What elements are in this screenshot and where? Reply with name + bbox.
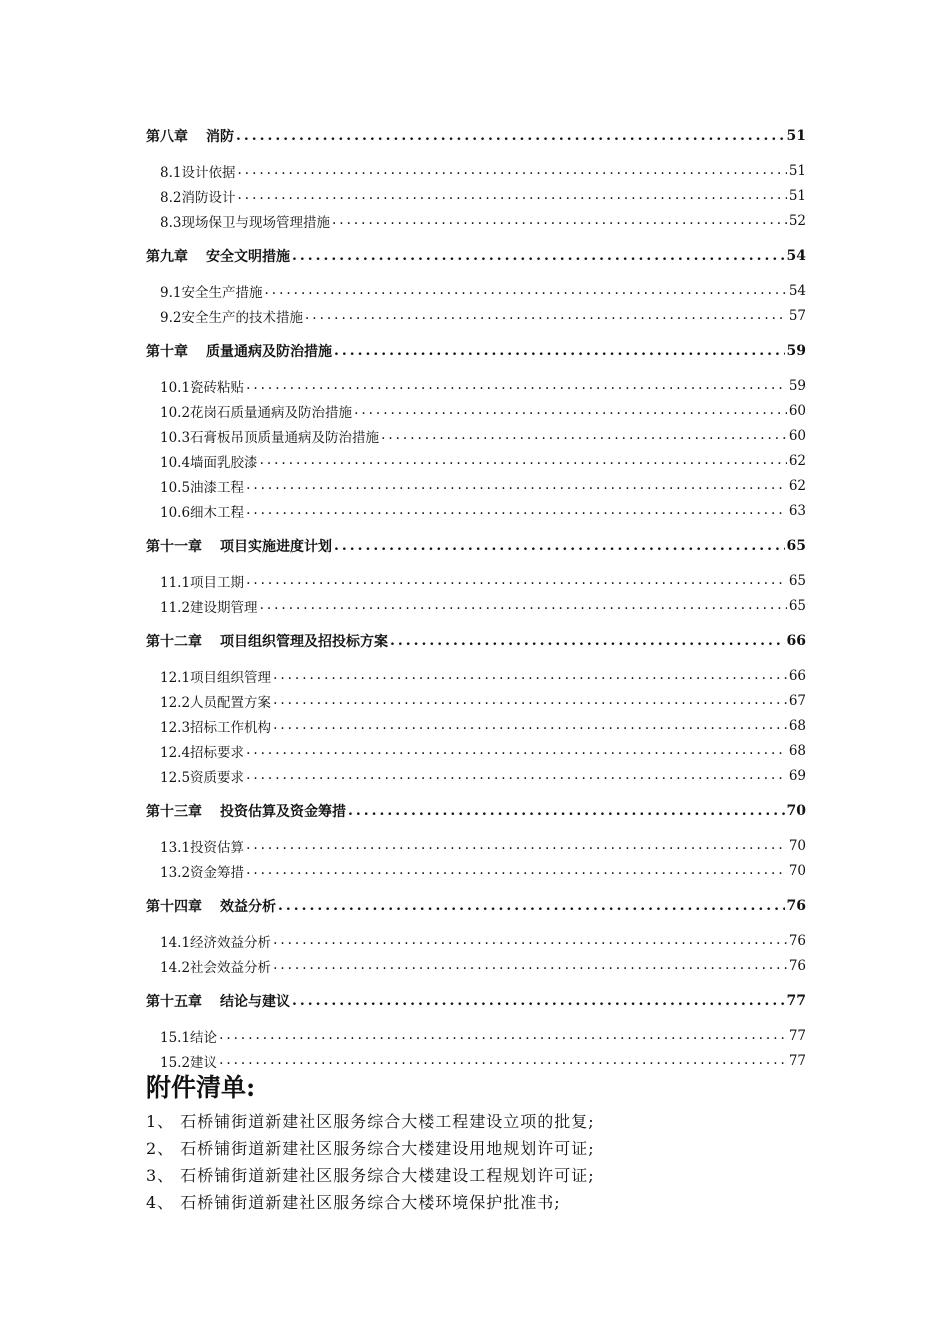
toc-entry-title: 14.2社会效益分析 [160,960,272,976]
toc-dot-leader [246,864,787,878]
toc-dot-leader [264,284,786,298]
toc-dot-leader [273,719,787,733]
attachment-item: 4、 石桥铺街道新建社区服务综合大楼环境保护批准书; [146,1193,561,1212]
toc-dot-leader [246,839,787,853]
attachment-item: 1、 石桥铺街道新建社区服务综合大楼工程建设立项的批复; [146,1112,595,1131]
toc-page-number: 59 [788,378,806,394]
toc-entry-title: 12.2人员配置方案 [160,695,272,711]
toc-chapter-row[interactable] [146,340,806,362]
toc-chapter-row[interactable] [146,800,806,822]
toc-page-number: 68 [788,718,806,734]
toc-chapter-number: 第十五章 [146,994,202,1010]
toc-page-number: 77 [788,1028,806,1044]
toc-page-number: 65 [788,573,806,589]
toc-dot-leader [237,164,786,178]
toc-page-number: 76 [786,898,806,914]
toc-entry-title [146,801,346,821]
toc-dot-leader [381,429,787,443]
toc-chapter-number: 第十章 [146,344,188,360]
toc-page-number: 76 [788,933,806,949]
toc-dot-leader [246,504,787,518]
toc-chapter-row[interactable] [146,630,806,652]
toc-page-number: 60 [788,403,806,419]
toc-entry-title [146,631,388,651]
toc-entry-title: 12.3招标工作机构 [160,720,272,736]
toc-entry-title: 10.1瓷砖粘贴 [160,380,245,396]
toc-chapter-row[interactable] [146,125,806,147]
toc-chapter-row[interactable] [146,990,806,1012]
toc-section-row[interactable] [146,955,806,977]
toc-page-number: 54 [788,283,806,299]
toc-dot-leader [260,599,787,613]
toc-section-row[interactable] [146,715,806,737]
toc-page-number: 77 [786,993,806,1009]
toc-section-row[interactable] [146,305,806,327]
toc-page-number: 60 [788,428,806,444]
toc-dot-leader [348,804,785,818]
toc-chapter-title: 消防 [206,129,234,145]
toc-entry-title: 9.2安全生产的技术措施 [160,310,303,326]
toc-dot-leader [246,744,787,758]
toc-section-row[interactable] [146,765,806,787]
toc-page-number: 62 [788,453,806,469]
toc-dot-leader [260,454,787,468]
toc-page-number: 54 [786,248,806,264]
attachments-heading: 附件清单: [146,1073,256,1102]
toc-entry-title [146,246,290,266]
toc-section-row[interactable] [146,280,806,302]
toc-dot-leader [292,994,785,1008]
attachment-item: 3、 石桥铺街道新建社区服务综合大楼建设工程规划许可证; [146,1166,595,1185]
toc-dot-leader [273,959,787,973]
toc-section-row[interactable] [146,860,806,882]
toc-dot-leader [273,694,787,708]
attachments-section [146,1068,806,1216]
toc-dot-leader [237,189,786,203]
toc-chapter-title: 投资估算及资金筹措 [220,804,346,820]
toc-section-row[interactable] [146,665,806,687]
toc-page-number: 62 [788,478,806,494]
toc-chapter-title: 安全文明措施 [206,249,290,265]
toc-dot-leader [278,899,785,913]
toc-dot-leader [246,379,787,393]
toc-chapter-title: 项目组织管理及招投标方案 [220,634,388,650]
toc-chapter-number: 第九章 [146,249,188,265]
toc-section-row[interactable] [146,930,806,952]
toc-section-row[interactable] [146,500,806,522]
toc-entry-title: 15.2建议 [160,1055,218,1071]
toc-section-row[interactable] [146,835,806,857]
toc-entry-title: 9.1安全生产措施 [160,285,263,301]
toc-dot-leader [246,769,787,783]
toc-chapter-number: 第十四章 [146,899,202,915]
toc-dot-leader [219,1029,787,1043]
toc-page-number: 65 [788,598,806,614]
toc-entry-title: 11.2建设期管理 [160,600,258,616]
toc-entry-title: 8.3现场保卫与现场管理措施 [160,215,330,231]
toc-chapter-title: 效益分析 [220,899,276,915]
toc-entry-title [146,341,332,361]
toc-dot-leader [236,129,785,143]
toc-entry-title: 13.2资金筹措 [160,865,245,881]
toc-chapter-title: 结论与建议 [220,994,290,1010]
toc-section-row[interactable] [146,425,806,447]
toc-chapter-row[interactable] [146,245,806,267]
toc-dot-leader [332,214,787,228]
toc-dot-leader [219,1054,787,1068]
toc-section-row[interactable] [146,210,806,232]
toc-page-number: 63 [788,503,806,519]
toc-entry-title: 12.1项目组织管理 [160,670,272,686]
toc-dot-leader [246,479,787,493]
toc-chapter-title: 项目实施进度计划 [220,539,332,555]
toc-entry-title [146,991,290,1011]
toc-entry-title: 8.2消防设计 [160,190,236,206]
toc-page-number: 65 [786,538,806,554]
toc-entry-title [146,536,332,556]
toc-chapter-number: 第八章 [146,129,188,145]
toc-entry-title [146,896,276,916]
toc-page-number: 51 [788,163,806,179]
toc-entry-title: 10.2花岗石质量通病及防治措施 [160,405,353,421]
toc-section-row[interactable] [146,570,806,592]
toc-entry-title: 14.1经济效益分析 [160,935,272,951]
toc-page-number: 67 [788,693,806,709]
toc-page-number: 66 [786,633,806,649]
toc-entry-title: 10.6细木工程 [160,505,245,521]
toc-page-number: 51 [786,128,806,144]
toc-page-number: 69 [788,768,806,784]
toc-dot-leader [273,669,787,683]
toc-page-number: 57 [788,308,806,324]
toc-entry-title: 10.3石膏板吊顶质量通病及防治措施 [160,430,380,446]
toc-entry-title: 12.4招标要求 [160,745,245,761]
toc-dot-leader [354,404,787,418]
toc-dot-leader [273,934,787,948]
toc-page-number: 66 [788,668,806,684]
toc-entry-title: 10.4墙面乳胶漆 [160,455,258,471]
toc-page-number: 70 [786,803,806,819]
toc-entry-title: 10.5油漆工程 [160,480,245,496]
toc-page-number: 68 [788,743,806,759]
toc-chapter-number: 第十一章 [146,539,202,555]
toc-dot-leader [292,249,785,263]
toc-page-number: 70 [788,838,806,854]
toc-section-row[interactable] [146,450,806,472]
toc-section-row[interactable] [146,400,806,422]
toc-page-number: 70 [788,863,806,879]
toc-entry-title: 12.5资质要求 [160,770,245,786]
toc-dot-leader [334,344,785,358]
toc-section-row[interactable] [146,740,806,762]
toc-section-row[interactable] [146,1025,806,1047]
toc-page-number: 76 [788,958,806,974]
toc-page-number: 77 [788,1053,806,1069]
toc-section-row[interactable] [146,475,806,497]
toc-entry-title: 13.1投资估算 [160,840,245,856]
toc-chapter-row[interactable] [146,535,806,557]
toc-dot-leader [305,309,787,323]
toc-dot-leader [246,574,787,588]
toc-chapter-number: 第十二章 [146,634,202,650]
toc-entry-title [146,126,234,146]
toc-page-number: 51 [788,188,806,204]
toc-section-row[interactable] [146,185,806,207]
toc-section-row[interactable] [146,595,806,617]
toc-page-number: 59 [786,343,806,359]
toc-section-row[interactable] [146,690,806,712]
toc-entry-title: 11.1项目工期 [160,575,245,591]
attachment-item: 2、 石桥铺街道新建社区服务综合大楼建设用地规划许可证; [146,1139,595,1158]
toc-chapter-number: 第十三章 [146,804,202,820]
toc-dot-leader [390,634,785,648]
toc-page-number: 52 [788,213,806,229]
toc-entry-title: 15.1结论 [160,1030,218,1046]
toc-chapter-title: 质量通病及防治措施 [206,344,332,360]
toc-section-row[interactable] [146,375,806,397]
toc-entry-title: 8.1设计依据 [160,165,236,181]
toc-section-row[interactable] [146,160,806,182]
toc-dot-leader [334,539,785,553]
toc-chapter-row[interactable] [146,895,806,917]
